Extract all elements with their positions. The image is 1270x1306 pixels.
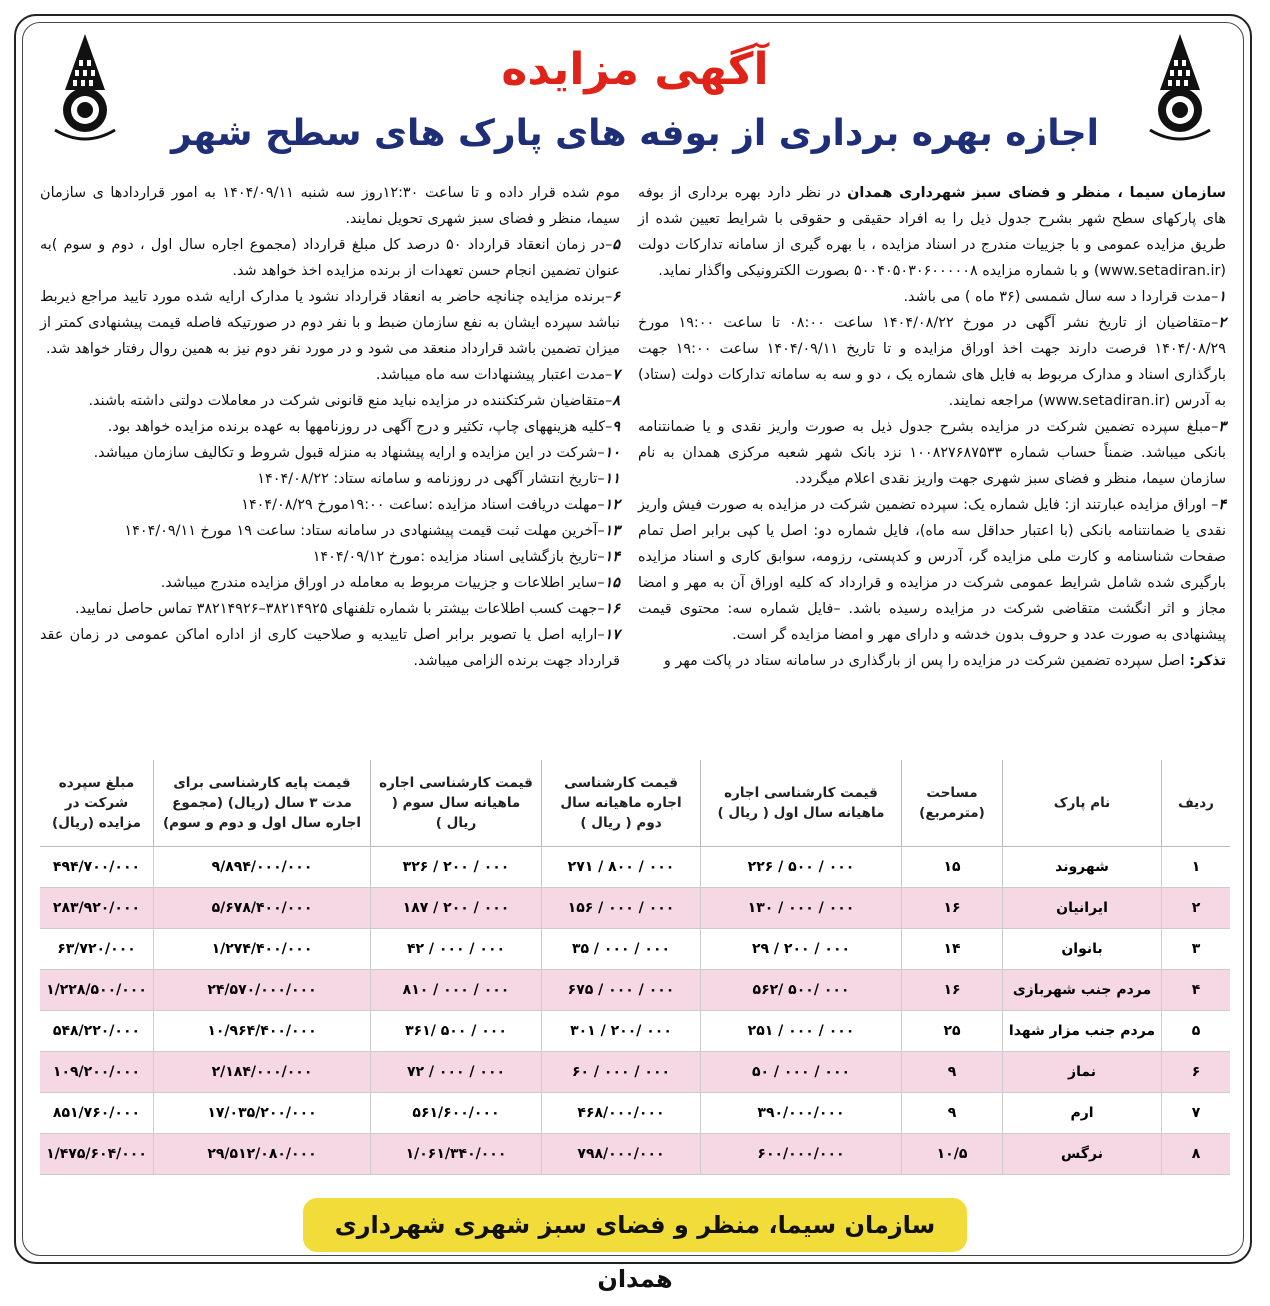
table-cell: ۱۵	[902, 847, 1003, 888]
table-cell: ۳	[1162, 929, 1231, 970]
table-cell: ۵۴۸/۲۲۰/۰۰۰	[40, 1011, 154, 1052]
clause: ۱۳–آخرین مهلت ثبت قیمت پیشنهادی در سامانه ستاد: ساعت ۱۹ مورخ ۱۴۰۴/۰۹/۱۱	[124, 523, 620, 539]
table-cell: ایرانیان	[1003, 888, 1162, 929]
clause: ۱۷–ارایه اصل یا تصویر برابر اصل تاییدیه و صلاحیت کاری از اداره اماکن عمومی در زمان عقد قرارداد جهت برنده الزامی میباشد.	[40, 627, 620, 669]
table-cell: ۰۰۰ / ۰۰۰ / ۸۱۰	[371, 970, 542, 1011]
col-header: قیمت کارشناسی اجاره ماهیانه سال دوم ( ریال )	[542, 760, 701, 847]
table-cell: ۹	[902, 1093, 1003, 1134]
table-cell: ۲۹/۵۱۲/۰۸۰/۰۰۰	[154, 1134, 371, 1175]
table-cell: ۰۰۰ / ۰۰۰ / ۵۰	[701, 1052, 902, 1093]
table-cell: ۶	[1162, 1052, 1231, 1093]
table-cell: ۱۷/۰۳۵/۲۰۰/۰۰۰	[154, 1093, 371, 1134]
table-cell: ۱۶	[902, 970, 1003, 1011]
table-cell: ۵/۶۷۸/۴۰۰/۰۰۰	[154, 888, 371, 929]
intro-text: در نظر دارد بهره برداری از بوفه های پارکهای سطح شهر بشرح جدول ذیل را به افراد حقیقی و حقوقی با شرایط تعیین شده از طریق مزایده عمومی و با جزییات مندرج در اسناد مزایده ، با بهره گیری از سامانه تدارکات دولت (www.setadiran.ir) و با شماره مزایده ۵۰۰۴۰۵۰۳۰۶۰۰۰۰۰۸ بصورت الکترونیکی واگذار نماید.	[638, 185, 1226, 279]
clause: ۴– اوراق مزایده عبارتند از: فایل شماره یک: سپرده تضمین شرکت در مزایده به صورت فیش واریز نقدی یا ضمانتنامه بانکی (با اعتبار حداقل سه ماه)، فایل شماره دو: اصل یا کپی برابر اصل تمام صفحات شناسنامه و کارت ملی مزایده گر، آدرس و کدپستی، رزومه، سوابق کاری و اسناد مزایده بارگیری شده شامل شرایط عمومی شرکت در مزایده و قرارداد که کلیه اوراق آن به مهر و امضا مجاز و اثر انگشت متقاضی شرکت در مزایده رسیده باشد. –فایل شماره سه: محتوی قیمت پیشنهادی به صورت عدد و حروف بدون خدشه و دارای مهر و امضا مزایده گر است.	[638, 497, 1226, 643]
notice-title: آگهی مزایده	[501, 44, 769, 95]
table-cell: ۲	[1162, 888, 1231, 929]
table-cell: ۰۰۰ /۵۰۰ /۵۶۲	[701, 970, 902, 1011]
table-cell: ۱	[1162, 847, 1231, 888]
table-header-row	[40, 760, 1230, 847]
table-cell: ۸۵۱/۷۶۰/۰۰۰	[40, 1093, 154, 1134]
table-row	[40, 1011, 1230, 1052]
table-cell: ۰۰۰ / ۲۰۰ / ۲۹	[701, 929, 902, 970]
clause: ۶–برنده مزایده چنانچه حاضر به انعقاد قرارداد نشود یا مدارک ارایه شده مورد تایید مراجع ذیربط نباشد سپرده ایشان به نفع سازمان ضبط و با نفر دوم در صورتیکه فاصله قیمت پیشنهادی کمتر از میزان تضمین باشد قرارداد منعقد می شود و در مورد نفر دوم نیز به همین روال رفتار خواهد شد.	[40, 289, 620, 357]
footer-banner: سازمان سیما، منظر و فضای سبز شهری شهرداری همدان	[303, 1198, 967, 1252]
table-cell: ۱/۴۷۵/۶۰۴/۰۰۰	[40, 1134, 154, 1175]
clause: ۱–مدت قراردا د سه سال شمسی (۳۶ ماه ) می باشد.	[903, 289, 1226, 305]
table-cell: بانوان	[1003, 929, 1162, 970]
table-cell: ۰۰۰ / ۰۰۰ / ۱۵۶	[542, 888, 701, 929]
clause: ۱۰–شرکت در این مزایده و ارایه پیشنهاد به منزله قبول شروط و تکالیف سازمان میباشد.	[93, 445, 620, 461]
table-cell: ۰۰۰ / ۰۰۰ / ۱۳۰	[701, 888, 902, 929]
table-cell: نماز	[1003, 1052, 1162, 1093]
table-cell: ۹	[902, 1052, 1003, 1093]
table-row	[40, 1093, 1230, 1134]
note: تذکر: اصل سپرده تضمین شرکت در مزایده را پس از بارگذاری در سامانه ستاد در پاکت مهر و	[663, 653, 1226, 669]
table-cell: ۹/۸۹۴/۰۰۰/۰۰۰	[154, 847, 371, 888]
clause: ۱۲–مهلت دریافت اسناد مزایده :ساعت ۱۹:۰۰مورخ ۱۴۰۴/۰۸/۲۹	[241, 497, 620, 513]
clause: موم شده قرار داده و تا ساعت ۱۲:۳۰روز سه شنبه ۱۴۰۴/۰۹/۱۱ به امور قراردادها ی سازمان سیما، منظر و فضای سبز شهری تحویل نمایند.	[40, 185, 620, 227]
intro-org: سازمان سیما ، منظر و فضای سبز شهرداری همدان	[847, 185, 1226, 201]
clause: ۳–مبلغ سپرده تضمین شرکت در مزایده بشرح جدول ذیل به صورت واریز نقدی و یا ضمانتنامه بانکی میباشد. ضمناً حساب شماره ۱۰۰۸۲۷۶۸۷۵۳۳ نزد بانک شهر شعبه مرکزی همدان به نام سازمان سیما، منظر و فضای سبز شهری جهت واریز نقدی اعلام میگردد.	[638, 419, 1226, 487]
table-cell: ۱۰/۵	[902, 1134, 1003, 1175]
table-cell: ۰۰۰ / ۸۰۰ / ۲۷۱	[542, 847, 701, 888]
table-cell: ۰۰۰ / ۰۰۰ / ۷۲	[371, 1052, 542, 1093]
table-cell: ۰۰۰ / ۲۰۰ / ۱۸۷	[371, 888, 542, 929]
col-header: ردیف	[1162, 760, 1231, 847]
table-cell: ۳۹۰/۰۰۰/۰۰۰	[701, 1093, 902, 1134]
parks-table	[40, 760, 1230, 1175]
col-header: قیمت کارشناسی اجاره ماهیانه سال سوم ( ریال )	[371, 760, 542, 847]
table-cell: مردم جنب شهربازی	[1003, 970, 1162, 1011]
table-cell: شهروند	[1003, 847, 1162, 888]
clause: ۱۵–سایر اطلاعات و جزییات مربوط به معامله در اوراق مزایده مندرج میباشد.	[160, 575, 620, 591]
table-cell: ۰۰۰ /۲۰۰ / ۳۰۱	[542, 1011, 701, 1052]
table-row	[40, 888, 1230, 929]
table-cell: ۷	[1162, 1093, 1231, 1134]
clause: ۷–مدت اعتبار پیشنهادات سه ماه میباشد.	[375, 367, 620, 383]
table-cell: ۰۰۰ / ۰۰۰ / ۳۵	[542, 929, 701, 970]
intro-paragraph	[638, 180, 1226, 284]
clause: ۱۴–تاریخ بازگشایی اسناد مزایده :مورخ ۱۴۰۴/۰۹/۱۲	[312, 549, 620, 565]
table-cell: ۵	[1162, 1011, 1231, 1052]
table-cell: مردم جنب مزار شهدا	[1003, 1011, 1162, 1052]
notice-subtitle: اجازه بهره برداری از بوفه های پارک های سطح شهر	[170, 113, 1100, 154]
table-cell: ۰۰۰ / ۰۰۰ / ۶۰	[542, 1052, 701, 1093]
right-column	[638, 180, 1226, 674]
table-cell: ۰۰۰ / ۲۰۰ / ۳۲۶	[371, 847, 542, 888]
table-row	[40, 847, 1230, 888]
table-cell: ۵۶۱/۶۰۰/۰۰۰	[371, 1093, 542, 1134]
clause: ۱۶–جهت کسب اطلاعات بیشتر با شماره تلفنهای ۳۸۲۱۴۹۲۵–۳۸۲۱۴۹۲۶ تماس حاصل نمایید.	[75, 601, 620, 617]
table-cell: ۰۰۰ / ۵۰۰ /۳۶۱	[371, 1011, 542, 1052]
table-cell: ۶۳/۷۲۰/۰۰۰	[40, 929, 154, 970]
table-cell: ۱/۰۶۱/۳۴۰/۰۰۰	[371, 1134, 542, 1175]
table-cell: نرگس	[1003, 1134, 1162, 1175]
col-header: نام پارک	[1003, 760, 1162, 847]
table-cell: ۰۰۰ / ۰۰۰ / ۲۵۱	[701, 1011, 902, 1052]
table-row	[40, 929, 1230, 970]
table-cell: ۱/۲۷۴/۴۰۰/۰۰۰	[154, 929, 371, 970]
table-cell: ۱/۲۲۸/۵۰۰/۰۰۰	[40, 970, 154, 1011]
table-cell: ۷۹۸/۰۰۰/۰۰۰	[542, 1134, 701, 1175]
table-cell: ارم	[1003, 1093, 1162, 1134]
table-row	[40, 1134, 1230, 1175]
table-cell: ۰۰۰ / ۰۰۰ / ۴۲	[371, 929, 542, 970]
table-cell: ۲/۱۸۴/۰۰۰/۰۰۰	[154, 1052, 371, 1093]
clause: ۸–متقاضیان شرکتکننده در مزایده نباید منع قانونی شرکت در معاملات دولتی داشته باشند.	[88, 393, 620, 409]
clause: ۱۱–تاریخ انتشار آگهی در روزنامه و سامانه ستاد: ۱۴۰۴/۰۸/۲۲	[257, 471, 620, 487]
clause: ۲–متقاضیان از تاریخ نشر آگهی در مورخ ۱۴۰۴/۰۸/۲۲ ساعت ۰۸:۰۰ تا ساعت ۱۹:۰۰ مورخ ۱۴۰۴/۰۸/۲۹ فرصت دارند جهت اخذ اوراق مزایده و تا تاریخ ۱۴۰۴/۰۹/۱۱ ساعت ۱۹:۰۰ جهت بارگذاری اسناد و مدارک مربوط به فایل های شماره یک ، دو و سه به سامانه تدارکات دولت (ستاد) به آدرس (www.setadiran.ir) مراجعه نمایند.	[638, 315, 1227, 409]
col-header: مساحت (مترمربع)	[902, 760, 1003, 847]
table-cell: ۲۵	[902, 1011, 1003, 1052]
table-cell: ۲۴/۵۷۰/۰۰۰/۰۰۰	[154, 970, 371, 1011]
table-cell: ۱۰/۹۶۴/۴۰۰/۰۰۰	[154, 1011, 371, 1052]
table-cell: ۴	[1162, 970, 1231, 1011]
table-cell: ۲۸۳/۹۲۰/۰۰۰	[40, 888, 154, 929]
clause: ۵–در زمان انعقاد قرارداد ۵۰ درصد کل مبلغ قرارداد (مجموع اجاره سال اول ، دوم و سوم )به عنوان تضمین انجام حسن تعهدات از برنده مزایده اخذ خواهد شد.	[40, 237, 621, 279]
table-cell: ۰۰۰ / ۰۰۰ / ۶۷۵	[542, 970, 701, 1011]
table-row	[40, 1052, 1230, 1093]
clause: ۹–کلیه هزینههای چاپ، تکثیر و درج آگهی در روزنامهها به عهده برنده مزایده خواهد بود.	[107, 419, 620, 435]
table-cell: ۴۶۸/۰۰۰/۰۰۰	[542, 1093, 701, 1134]
table-cell: ۸	[1162, 1134, 1231, 1175]
col-header: قیمت کارشناسی اجاره ماهیانه سال اول ( ریال )	[701, 760, 902, 847]
table-cell: ۴۹۴/۷۰۰/۰۰۰	[40, 847, 154, 888]
table-row	[40, 970, 1230, 1011]
col-header: قیمت پایه کارشناسی برای مدت ۳ سال (ریال) (مجموع اجاره سال اول و دوم و سوم)	[154, 760, 371, 847]
table-cell: ۱۰۹/۲۰۰/۰۰۰	[40, 1052, 154, 1093]
left-column	[40, 180, 620, 674]
table-cell: ۰۰۰ / ۵۰۰ / ۲۲۶	[701, 847, 902, 888]
table-cell: ۱۶	[902, 888, 1003, 929]
table-cell: ۶۰۰/۰۰۰/۰۰۰	[701, 1134, 902, 1175]
table-cell: ۱۴	[902, 929, 1003, 970]
col-header: مبلغ سپرده شرکت در مزایده (ریال)	[40, 760, 154, 847]
